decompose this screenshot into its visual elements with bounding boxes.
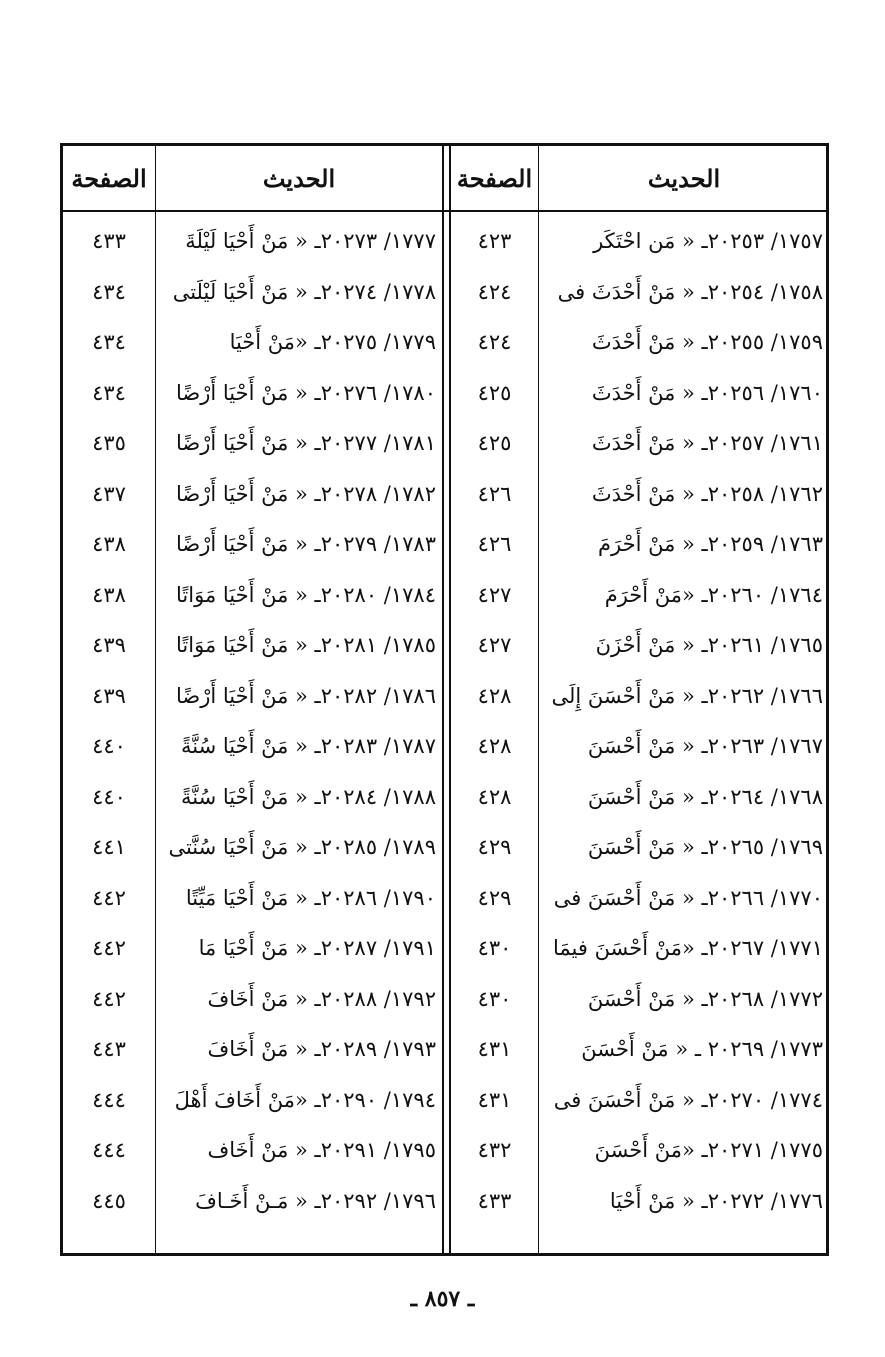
left-page-number: ٤٤١	[92, 835, 126, 859]
right-hadith-entry: ١٧٦٤/ ٢٠٢٦٠ـ «مَنْ أَحْرَمَ	[604, 582, 823, 607]
table-row	[63, 1176, 826, 1227]
right-page-number: ٤٣٠	[477, 986, 512, 1011]
table-row	[63, 1024, 826, 1075]
table-row	[63, 1075, 826, 1126]
right-hadith-entry: ١٧٦٣/ ٢٠٢٥٩ـ « مَنْ أَحْرَمَ	[598, 532, 823, 556]
table-row	[63, 267, 826, 318]
left-hadith-entry: ١٧٧٨/ ٢٠٢٧٤ـ « مَنْ أَحْيَا لَيْلَتى	[172, 279, 436, 304]
left-hadith-entry: ١٧٨٤/ ٢٠٢٨٠ـ « مَنْ أَحْيَا مَوَاتًا	[176, 582, 436, 607]
right-hadith-entry: ١٧٦٧/ ٢٠٢٦٣ـ « مَنْ أَحْسَنَ	[587, 734, 823, 758]
left-hadith-entry: ١٧٨٦/ ٢٠٢٨٢ـ « مَنْ أَحْيَا أَرْضًا	[176, 683, 436, 708]
table-row	[63, 1125, 826, 1176]
table-row	[63, 418, 826, 469]
right-hadith-entry: ١٧٧٤/ ٢٠٢٧٠ـ « مَنْ أَحْسَنَ فى	[553, 1087, 823, 1112]
left-page-number: ٤٤٣	[92, 1037, 126, 1061]
table-row	[63, 974, 826, 1025]
left-page-number: ٤٣٤	[92, 380, 126, 405]
left-page-number: ٤٣٤	[92, 279, 126, 304]
header-left-page: الصفحة	[71, 163, 147, 193]
right-page-number: ٤٢٧	[477, 633, 512, 657]
table-row	[63, 570, 826, 621]
right-page-number: ٤٢٧	[477, 582, 512, 607]
left-hadith-entry: ١٧٨٩/ ٢٠٢٨٥ـ « مَنْ أَحْيَا سُنَّتى	[168, 835, 436, 859]
right-hadith-entry: ١٧٥٧/ ٢٠٢٥٣ـ « مَن احْتَكَر	[593, 229, 823, 253]
table-row	[63, 317, 826, 368]
right-page-number: ٤٢٩	[477, 835, 512, 859]
right-page-number: ٤٣٠	[477, 936, 512, 960]
left-page-number: ٤٤٢	[92, 936, 126, 960]
table-row	[63, 671, 826, 722]
left-page-number: ٤٤٠	[92, 784, 126, 809]
table-row	[63, 923, 826, 974]
left-hadith-entry: ١٧٩٦/ ٢٠٢٩٢ـ « مَـنْ أَخَـافَ	[195, 1188, 436, 1213]
right-page-number: ٤٢٦	[477, 532, 512, 556]
left-page-number: ٤٤٢	[92, 885, 126, 910]
left-page-number: ٤٤٥	[92, 1188, 126, 1213]
left-page-number: ٤٣٩	[92, 633, 126, 657]
left-hadith-entry: ١٧٨٨/ ٢٠٢٨٤ـ « مَنْ أَحْيَا سُنَّةً	[181, 784, 436, 809]
right-page-number: ٤٢٣	[477, 229, 512, 253]
table-row	[63, 469, 826, 520]
right-page-number: ٤٢٤	[477, 279, 512, 304]
left-page-number: ٤٣٣	[92, 229, 126, 253]
left-hadith-entry: ١٧٧٧/ ٢٠٢٧٣ـ « مَنْ أَحْيَا لَيْلَةَ	[185, 229, 436, 253]
left-page-number: ٤٤٢	[92, 986, 126, 1011]
right-hadith-entry: ١٧٧٣/ ٢٠٢٦٩ ـ « مَنْ أَحْسَنَ	[581, 1037, 823, 1061]
left-hadith-entry: ١٧٩٢/ ٢٠٢٨٨ـ « مَنْ أَخَافَ	[207, 986, 436, 1011]
left-page-number: ٤٣٥	[92, 431, 126, 455]
table-row	[63, 772, 826, 823]
index-table	[60, 143, 829, 1256]
left-page-number: ٤٣٤	[92, 330, 126, 354]
right-hadith-entry: ١٧٦١/ ٢٠٢٥٧ـ « مَنْ أَحْدَثَ	[591, 431, 823, 455]
right-page-number: ٤٢٥	[477, 380, 512, 405]
right-page-number: ٤٢٦	[477, 481, 512, 506]
left-page-number: ٤٣٧	[92, 481, 126, 506]
right-hadith-entry: ١٧٦٩/ ٢٠٢٦٥ـ « مَنْ أَحْسَنَ	[587, 835, 823, 859]
header-right-page: الصفحة	[456, 163, 533, 193]
right-hadith-entry: ١٧٥٩/ ٢٠٢٥٥ـ « مَنْ أَحْدَثَ	[591, 330, 823, 354]
header-left-hadith: الحديث	[262, 163, 336, 193]
table-row	[63, 519, 826, 570]
left-hadith-entry: ١٧٩٥/ ٢٠٢٩١ـ « مَنْ أَخَاف	[207, 1138, 436, 1162]
left-hadith-entry: ١٧٨١/ ٢٠٢٧٧ـ « مَنْ أَحْيَا أَرْضًا	[176, 431, 436, 455]
right-page-number: ٤٢٨	[477, 734, 512, 758]
right-page-number: ٤٢٨	[477, 683, 512, 708]
right-hadith-entry: ١٧٧٢/ ٢٠٢٦٨ـ « مَنْ أَحْسَنَ	[587, 986, 823, 1011]
right-hadith-entry: ١٧٦٦/ ٢٠٢٦٢ـ « مَنْ أَحْسَنَ إِلَى	[551, 683, 823, 708]
left-page-number: ٤٤٠	[92, 734, 126, 758]
left-hadith-entry: ١٧٨٥/ ٢٠٢٨١ـ « مَنْ أَحْيَا مَوَاتًا	[176, 633, 436, 657]
right-page-number: ٤٢٥	[477, 431, 512, 455]
table-row	[63, 620, 826, 671]
right-hadith-entry: ١٧٧١/ ٢٠٢٦٧ـ «مَنْ أَحْسَنَ فيمَا	[552, 936, 823, 960]
left-hadith-entry: ١٧٨٢/ ٢٠٢٧٨ـ « مَنْ أَحْيَا أَرْضًا	[176, 481, 436, 506]
left-hadith-entry: ١٧٨٠/ ٢٠٢٧٦ـ « مَنْ أَحْيَا أَرْضًا	[176, 380, 436, 405]
right-hadith-entry: ١٧٧٠/ ٢٠٢٦٦ـ « مَنْ أَحْسَنَ فى	[553, 885, 823, 910]
right-page-number: ٤٢٨	[477, 784, 512, 809]
right-hadith-entry: ١٧٥٨/ ٢٠٢٥٤ـ « مَنْ أَحْدَثَ فى	[557, 279, 823, 304]
left-page-number: ٤٣٨	[92, 582, 126, 607]
right-page-number: ٤٣٣	[477, 1188, 512, 1213]
right-hadith-entry: ١٧٦٨/ ٢٠٢٦٤ـ « مَنْ أَحْسَنَ	[587, 784, 823, 809]
right-page-number: ٤٣١	[477, 1087, 512, 1112]
right-hadith-entry: ١٧٦٠/ ٢٠٢٥٦ـ « مَنْ أَحْدَثَ	[591, 380, 823, 405]
table-row	[63, 216, 826, 267]
right-hadith-entry: ١٧٦٢/ ٢٠٢٥٨ـ « مَنْ أَحْدَثَ	[591, 481, 823, 506]
left-hadith-entry: ١٧٨٧/ ٢٠٢٨٣ـ « مَنْ أَحْيَا سُنَّةً	[181, 734, 436, 758]
right-page-number: ٤٣١	[477, 1037, 512, 1061]
right-hadith-entry: ١٧٦٥/ ٢٠٢٦١ـ « مَنْ أَحْزَنَ	[595, 633, 823, 657]
right-page-number: ٤٢٩	[477, 885, 512, 910]
header-right-hadith: الحديث	[647, 163, 721, 193]
table-body	[63, 216, 826, 1226]
table-row	[63, 368, 826, 419]
left-hadith-entry: ١٧٩٠/ ٢٠٢٨٦ـ « مَنْ أَحْيَا مَيِّتًا	[185, 885, 436, 910]
right-page-number: ٤٢٤	[477, 330, 512, 354]
left-page-number: ٤٤٤	[92, 1138, 126, 1162]
left-page-number: ٤٣٨	[92, 532, 126, 556]
page-number: ـ ٨٥٧ ـ	[410, 1286, 475, 1312]
left-hadith-entry: ١٧٩٤/ ٢٠٢٩٠ـ «مَنْ أَخَافَ أَهْلَ	[174, 1087, 436, 1112]
right-hadith-entry: ١٧٧٦/ ٢٠٢٧٢ـ « مَنْ أَحْيَا	[609, 1188, 823, 1213]
right-hadith-entry: ١٧٧٥/ ٢٠٢٧١ـ «مَنْ أَحْسَنَ	[594, 1138, 823, 1162]
table-row	[63, 721, 826, 772]
left-hadith-entry: ١٧٩١/ ٢٠٢٨٧ـ « مَنْ أَحْيَا مَا	[198, 936, 436, 960]
left-hadith-entry: ١٧٩٣/ ٢٠٢٨٩ـ « مَنْ أَخَافَ	[207, 1037, 436, 1061]
left-hadith-entry: ١٧٨٣/ ٢٠٢٧٩ـ « مَنْ أَحْيَا أَرْضًا	[176, 532, 436, 556]
left-page-number: ٤٤٤	[92, 1087, 126, 1112]
table-row	[63, 873, 826, 924]
left-page-number: ٤٣٩	[92, 683, 126, 708]
right-page-number: ٤٣٢	[477, 1138, 512, 1162]
header-divider	[63, 210, 826, 212]
table-row	[63, 822, 826, 873]
left-hadith-entry: ١٧٧٩/ ٢٠٢٧٥ـ «مَنْ أَحْيَا	[229, 330, 436, 354]
